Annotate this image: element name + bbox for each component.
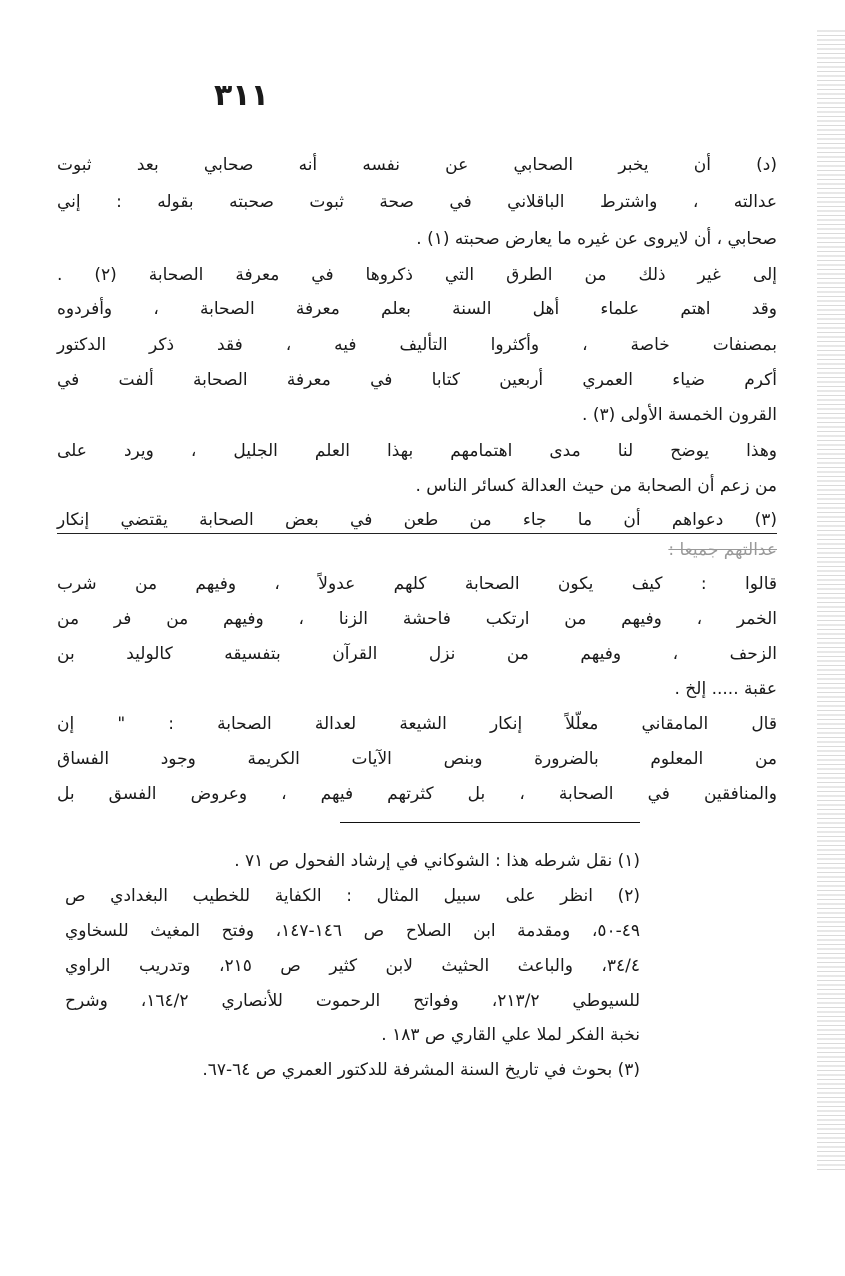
body-line: من زعم أن الصحابة من حيث العدالة كسائر الناس . <box>415 476 777 496</box>
footnote-line: نخبة الفكر لملا علي القاري ص ١٨٣ . <box>381 1025 640 1045</box>
footnote-line: (٣) بحوث في تاريخ السنة المشرفة للدكتور العمري ص ٦٤-٦٧. <box>202 1060 640 1080</box>
footnote-line: (١) نقل شرطه هذا : الشوكاني في إرشاد الفحول ص ٧١ . <box>234 851 640 871</box>
footnote-line: (٢) انظر على سبيل المثال : الكفاية للخطيب البغدادي ص <box>65 886 640 906</box>
body-line: وقد اهتم علماء أهل السنة بعلم معرفة الصحابة ، وأفردوه <box>57 299 777 319</box>
body-line: صحابي ، أن لايروى عن غيره ما يعارض صحبته (١) . <box>416 229 777 249</box>
body-line: بمصنفات خاصة ، وأكثروا التأليف فيه ، فقد ذكر الدكتور <box>57 335 777 355</box>
section-heading-continuation: عدالتهم جميعا : <box>668 540 777 560</box>
footnote-line: ٣٤/٤، والباعث الحثيث لابن كثير ص ٢١٥، وتدريب الراوي <box>65 956 640 976</box>
body-line: عدالته ، واشترط الباقلاني في صحة ثبوت صحبته بقوله : إني <box>57 192 777 212</box>
body-line: وهذا يوضح لنا مدى اهتمامهم بهذا العلم الجليل ، ويرد على <box>57 441 777 461</box>
body-line: الزحف ، وفيهم من نزل القرآن بتفسيقه كالوليد بن <box>57 644 777 664</box>
footnote-line: للسيوطي ٢١٣/٢، وفواتح الرحموت للأنصاري ١٦٤/٢، وشرح <box>65 991 640 1011</box>
body-line: إلى غير ذلك من الطرق التي ذكروها في معرفة الصحابة (٢) . <box>57 265 777 285</box>
body-line: القرون الخمسة الأولى (٣) . <box>582 405 777 425</box>
body-line: عقبة ..... إلخ . <box>674 679 777 699</box>
scan-edge-noise <box>817 30 845 1170</box>
footnote-separator <box>340 822 640 823</box>
body-line: أكرم ضياء العمري أربعين كتابا في معرفة الصحابة ألفت في <box>57 370 777 390</box>
page-number: ٣١١ <box>214 78 269 113</box>
footnote-line: ٤٩-٥٠، ومقدمة ابن الصلاح ص ١٤٦-١٤٧، وفتح المغيث للسخاوي <box>65 921 640 941</box>
body-line: من المعلوم بالضرورة وبنص الآيات الكريمة وجود الفساق <box>57 749 777 769</box>
body-line: (د) أن يخبر الصحابي عن نفسه أنه صحابي بعد ثبوت <box>57 155 777 175</box>
body-line: والمنافقين في الصحابة ، بل كثرتهم فيهم ، وعروض الفسق بل <box>57 784 777 804</box>
section-heading: (٣) دعواهم أن ما جاء من طعن في بعض الصحابة يقتضي إنكار <box>57 507 777 534</box>
body-line: قال المامقاني معلّلاً إنكار الشيعة لعدالة الصحابة : " إن <box>57 714 777 734</box>
body-line: قالوا : كيف يكون الصحابة كلهم عدولاً ، وفيهم من شرب <box>57 574 777 594</box>
body-line: الخمر ، وفيهم من ارتكب فاحشة الزنا ، وفيهم من فر من <box>57 609 777 629</box>
